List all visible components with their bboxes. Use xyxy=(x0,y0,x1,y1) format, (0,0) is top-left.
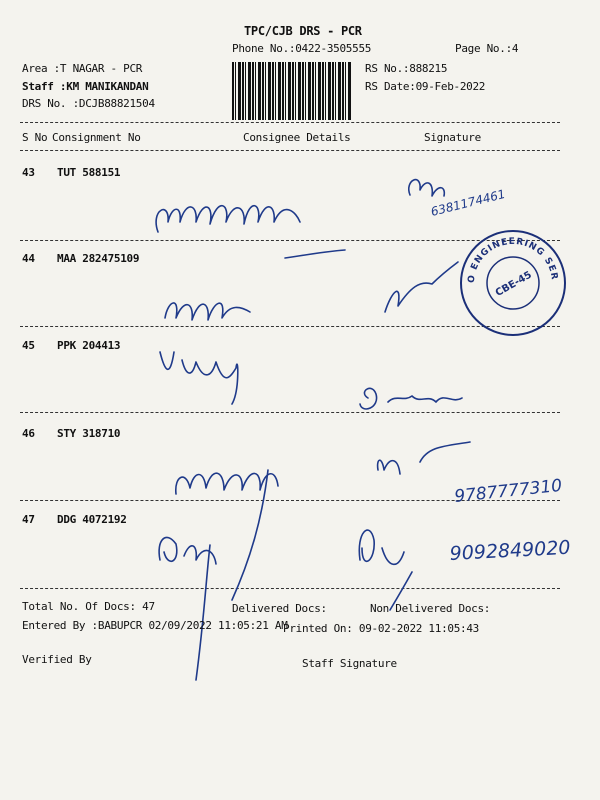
signature-stroke xyxy=(160,352,238,404)
col-sno: S No xyxy=(22,131,48,144)
entered-by: Entered By :BABUPCR 02/09/2022 11:05:21 AM xyxy=(22,619,288,632)
company-stamp xyxy=(458,228,568,338)
row-consignment: DDG 4072192 xyxy=(57,513,127,526)
row-consignment: TUT 588151 xyxy=(57,166,121,179)
staff-label: Staff :KM MANIKANDAN xyxy=(22,80,149,93)
signature-stroke xyxy=(165,303,250,320)
row-sno: 47 xyxy=(22,513,35,526)
total-docs: Total No. Of Docs: 47 xyxy=(22,600,155,613)
stamp-text: O ENGINEERING SER xyxy=(466,236,560,284)
delivered-docs: Delivered Docs: xyxy=(232,602,327,615)
non-delivered-docs: Non Delivered Docs: xyxy=(370,602,491,615)
signature-stroke xyxy=(359,530,412,610)
page-number: Page No.:4 xyxy=(455,42,519,55)
rs-number: RS No.:888215 xyxy=(365,62,448,75)
row-sno: 46 xyxy=(22,427,35,440)
phone-number: Phone No.:0422-3505555 xyxy=(232,42,372,55)
signature-stroke xyxy=(156,206,300,232)
row-consignment: PPK 204413 xyxy=(57,339,121,352)
signature-stroke xyxy=(378,442,470,474)
row-sno: 45 xyxy=(22,339,35,352)
verified-by: Verified By xyxy=(22,653,92,666)
signature-stroke xyxy=(385,262,458,312)
document-title: TPC/CJB DRS - PCR xyxy=(244,24,362,38)
signature-phone: 6381174461 xyxy=(429,186,507,219)
col-consignment: Consignment No xyxy=(52,131,141,144)
printed-on: Printed On: 09-02-2022 11:05:43 xyxy=(283,622,479,635)
signature-stroke xyxy=(196,545,210,680)
signature-stroke xyxy=(285,250,345,258)
signature-stroke xyxy=(232,470,268,600)
drs-number: DRS No. :DCJB88821504 xyxy=(22,97,155,110)
row-sno: 44 xyxy=(22,252,35,265)
area-label: Area :T NAGAR - PCR xyxy=(22,62,143,75)
signature-stroke xyxy=(360,388,462,409)
row-sno: 43 xyxy=(22,166,35,179)
signature-stroke xyxy=(176,473,278,494)
row-consignment: STY 318710 xyxy=(57,427,121,440)
signature-stroke xyxy=(159,537,216,564)
signature-phone: 9092849020 xyxy=(449,536,571,565)
rs-date: RS Date:09-Feb-2022 xyxy=(365,80,486,93)
signature-stroke xyxy=(409,180,445,196)
col-signature: Signature xyxy=(424,131,481,144)
signature-phone: 9787777310 xyxy=(453,475,564,507)
row-consignment: MAA 282475109 xyxy=(57,252,140,265)
col-consignee: Consignee Details xyxy=(243,131,351,144)
staff-signature: Staff Signature xyxy=(302,657,397,670)
stamp-center: CBE-45 xyxy=(493,269,534,300)
